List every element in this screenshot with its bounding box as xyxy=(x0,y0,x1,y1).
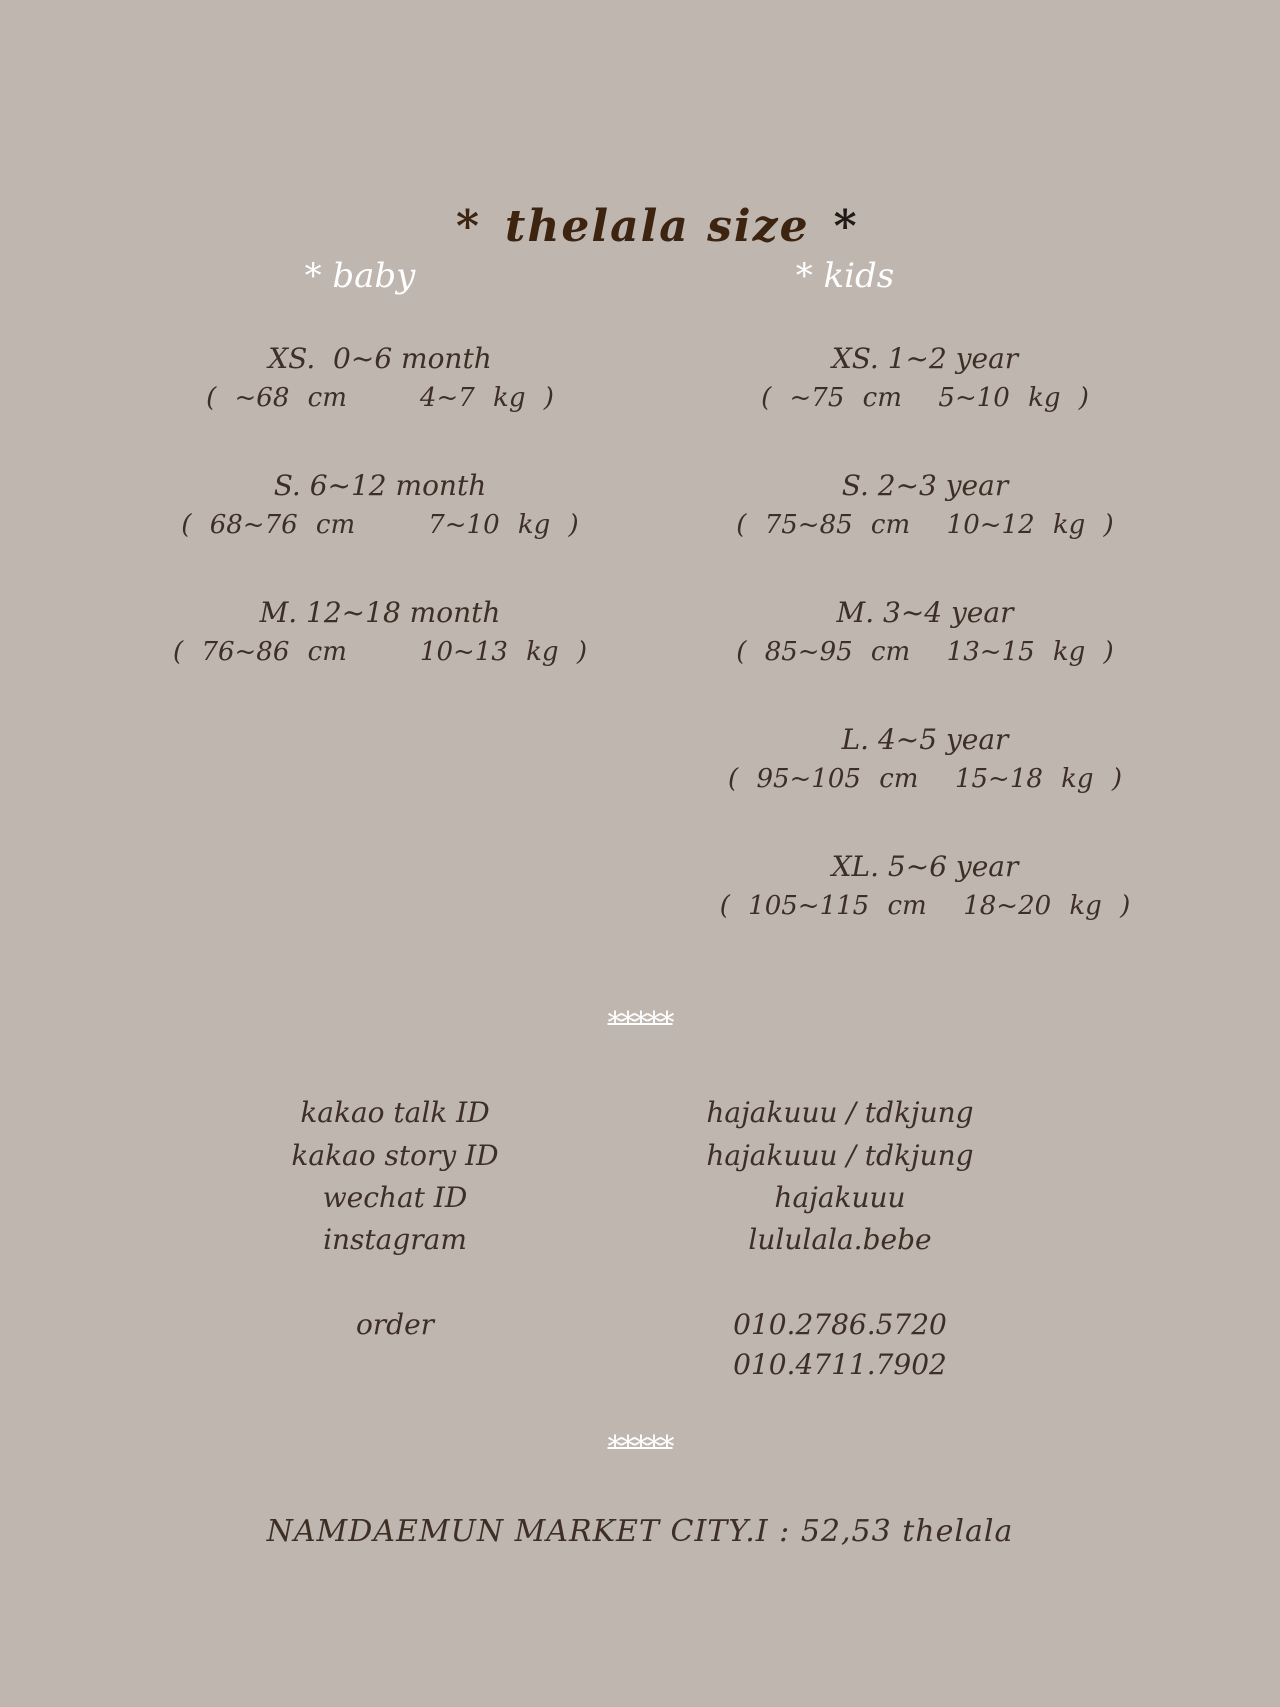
size-detail: ( 95~105 cm 15~18 kg ) xyxy=(728,764,1122,794)
size-entry xyxy=(680,848,1170,975)
kids-size-list xyxy=(680,340,1170,975)
contact-value: lululala.bebe xyxy=(748,1223,932,1256)
contact-label: order xyxy=(355,1308,435,1341)
size-label: S. 2~3 year xyxy=(841,469,1009,502)
size-entry xyxy=(680,467,1170,594)
size-detail: ( 68~76 cm 7~10 kg ) xyxy=(181,510,579,540)
size-entry xyxy=(680,340,1170,467)
contact-row-wechat xyxy=(0,1177,1280,1219)
page-title-text: thelala size xyxy=(505,201,810,252)
size-detail: ( 75~85 cm 10~12 kg ) xyxy=(736,510,1114,540)
size-entry xyxy=(680,721,1170,848)
size-detail: ( 105~115 cm 18~20 kg ) xyxy=(719,891,1131,921)
phone-number: 010.2786.5720 xyxy=(733,1308,947,1341)
size-label: XS. 0~6 month xyxy=(268,342,492,375)
contact-row-kakao-story xyxy=(0,1135,1280,1177)
size-entry xyxy=(680,594,1170,721)
contact-row-kakao-talk xyxy=(0,1092,1280,1134)
star-divider: ***** xyxy=(607,1006,673,1041)
baby-size-list xyxy=(140,340,620,721)
size-label: S. 6~12 month xyxy=(273,469,487,502)
size-detail: ( ~68 cm 4~7 kg ) xyxy=(206,383,554,413)
size-detail: ( 76~86 cm 10~13 kg ) xyxy=(173,637,587,667)
asterisk-mark: * xyxy=(833,201,859,252)
size-label: M. 12~18 month xyxy=(259,596,501,629)
size-label: M. 3~4 year xyxy=(836,596,1014,629)
size-entry xyxy=(140,594,620,721)
phone-number: 010.4711.7902 xyxy=(733,1348,947,1381)
contact-label: kakao talk ID xyxy=(300,1096,490,1129)
contact-value: hajakuuu / tdkjung xyxy=(706,1096,974,1129)
contact-row-order xyxy=(0,1304,1280,1346)
contact-value: hajakuuu / tdkjung xyxy=(706,1139,974,1172)
contact-row-instagram xyxy=(0,1219,1280,1261)
size-label: XL. 5~6 year xyxy=(831,850,1019,883)
size-detail: ( ~75 cm 5~10 kg ) xyxy=(761,383,1089,413)
baby-section-heading: * baby xyxy=(304,256,416,296)
kids-section-heading: * kids xyxy=(795,256,895,296)
asterisk-mark: * xyxy=(456,201,482,252)
size-label: L. 4~5 year xyxy=(841,723,1009,756)
contact-label: wechat ID xyxy=(322,1181,468,1214)
store-address: NAMDAEMUN MARKET CITY.I : 52,53 thelala xyxy=(266,1514,1014,1549)
size-entry xyxy=(140,340,620,467)
size-entry xyxy=(140,467,620,594)
contact-label: kakao story ID xyxy=(291,1139,499,1172)
contact-value: hajakuuu xyxy=(774,1181,906,1214)
page-title xyxy=(0,150,1280,252)
contact-label: instagram xyxy=(323,1223,467,1256)
size-label: XS. 1~2 year xyxy=(831,342,1019,375)
contact-row-order-secondary xyxy=(0,1344,1280,1386)
size-detail: ( 85~95 cm 13~15 kg ) xyxy=(736,637,1114,667)
star-divider: ***** xyxy=(607,1430,673,1465)
